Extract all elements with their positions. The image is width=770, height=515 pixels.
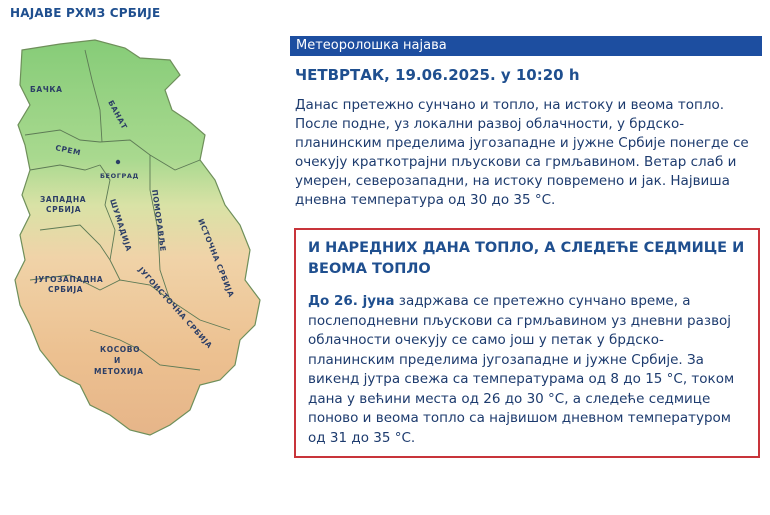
label-zapadna-2: СРБИЈА xyxy=(46,205,82,214)
outlook-lead: До 26. јуна xyxy=(308,293,395,309)
outlook-title: И НАРЕДНИХ ДАНА ТОПЛО, А СЛЕДЕЋЕ СЕДМИЦЕ И ВЕОМА ТОПЛО xyxy=(308,240,745,277)
label-banat: БАНАТ xyxy=(106,98,130,131)
forecast-date: ЧЕТВРТАК, 19.06.2025. у 10:20 h xyxy=(295,66,580,84)
forecast-header: Метеоролошка најава xyxy=(290,36,762,56)
beograd-dot xyxy=(116,160,120,164)
label-zapadna-1: ЗАПАДНА xyxy=(40,195,87,204)
forecast-panel xyxy=(290,36,762,458)
label-kosovo-3: МЕТОХИЈА xyxy=(94,367,144,376)
label-sumadija: ШУМАДИЈА xyxy=(108,197,134,253)
page-title: НАЈАВЕ РХМЗ СРБИЈЕ xyxy=(10,6,161,20)
serbia-map-svg xyxy=(0,30,275,510)
serbia-map[interactable] xyxy=(0,30,275,510)
outlook-box xyxy=(294,228,760,458)
label-jugozapadna-1: ЈУГОЗАПАДНА xyxy=(35,275,104,284)
label-beograd: БЕОГРАД xyxy=(100,172,139,180)
label-kosovo-2: И xyxy=(114,356,121,365)
outlook-body: задржава се претежно сунчано време, а послеподневни пљускови са грмљавином уз дневни развој облачности очекују се само још у петак у брдско-планинским пределима југозападне и јужне Србије. За викенд јутра свежа са температурама од 8 до 15 °C, током дана у већини места од 26 до 30 °C, а следеће седмице поново и веома топло са највишом дневном температуром од 31 до 35 °C. xyxy=(308,293,735,446)
label-pomoravlje: ПОМОРАВЉЕ xyxy=(150,189,168,253)
label-backa: БАЧКА xyxy=(30,85,63,94)
label-kosovo-1: КОСОВО xyxy=(100,345,141,354)
forecast-text: Данас претежно сунчано и топло, на истоку и веома топло. После подне, уз локални развој облачности, у брдско-планинским пределима југозападне и јужне Србије понегде се очекују краткотрајни пљускови са грмљавином. Ветар слаб и умерен, северозападни, на истоку повремено и јак. Највиша дневна температура од 30 до 35 °C. xyxy=(295,97,749,208)
label-jugoistocna: ЈУГОИСТОЧНА СРБИЈА xyxy=(136,265,215,351)
label-srem: СРЕМ xyxy=(54,143,82,158)
label-jugozapadna-2: СРБИЈА xyxy=(48,285,84,294)
label-istocna: ИСТОЧНА СРБИЈА xyxy=(196,217,236,299)
outlook-text xyxy=(308,292,748,448)
